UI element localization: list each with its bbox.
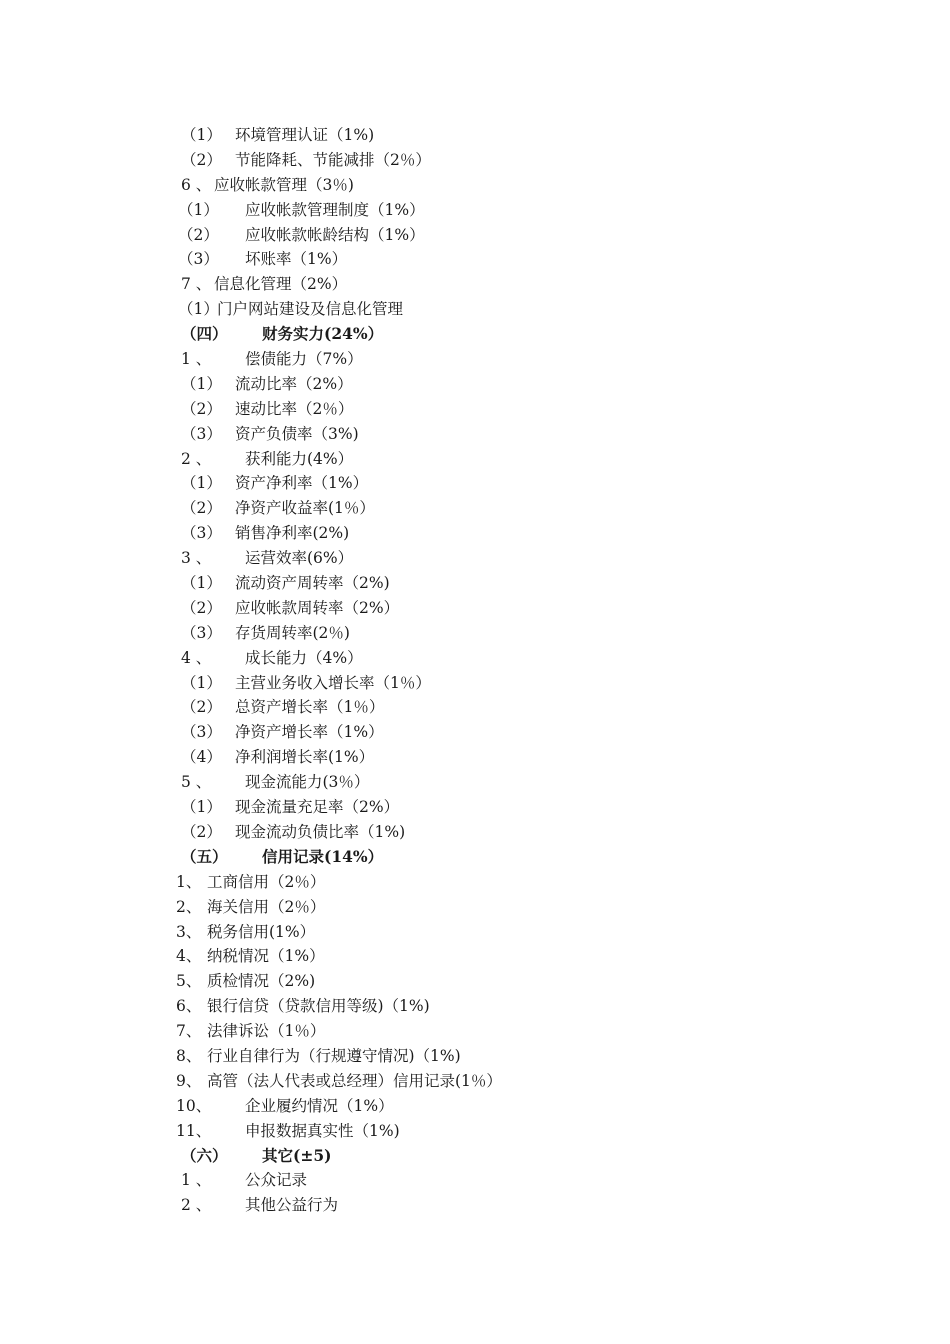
item-text: 行业自律行为（行规遵守情况)（1%) [207, 1046, 461, 1065]
item-number: （2） [181, 822, 222, 841]
item-number: 1 、 [181, 350, 212, 369]
item-number: （1） [178, 200, 219, 219]
item-text: 净资产收益率(1％） [235, 499, 375, 518]
item-number: 5、 [176, 972, 202, 991]
item-number: （3） [181, 623, 222, 642]
item-text: 财务实力(24%） [262, 324, 384, 344]
item-number: 3 、 [181, 549, 212, 568]
item-text: 资产负债率（3%) [235, 424, 359, 443]
item-number: （四） [181, 324, 228, 344]
item-text: 应收帐款管理（3％) [214, 175, 354, 194]
item-number: 8、 [176, 1046, 202, 1065]
item-text: 应收帐款管理制度（1%） [245, 200, 425, 219]
item-text: 门户网站建设及信息化管理 [217, 300, 404, 319]
item-text: 总资产增长率（1％） [235, 698, 385, 717]
item-number: 5 、 [181, 773, 212, 792]
item-text: 应收帐款周转率（2%） [235, 598, 400, 617]
item-number: （1） [181, 574, 222, 593]
item-text: 纳税情况（1%） [207, 947, 325, 966]
item-number: （五） [181, 846, 228, 866]
item-text: 现金流量充足率（2%） [235, 798, 400, 817]
item-number: 1、 [176, 872, 202, 891]
item-number: （六） [181, 1145, 228, 1165]
item-number: 6 、 [181, 175, 212, 194]
item-text: 海关信用（2％） [207, 897, 326, 916]
item-number: 3、 [176, 922, 202, 941]
item-number: 7 、 [181, 275, 212, 294]
item-text: 应收帐款帐龄结构（1%） [245, 225, 425, 244]
item-number: （1） [181, 798, 222, 817]
item-text: 销售净利率(2%) [235, 524, 350, 543]
item-number: （3） [181, 424, 222, 443]
item-text: 其他公益行为 [245, 1196, 339, 1215]
item-text: 运营效率(6%） [245, 549, 354, 568]
item-number: （3） [178, 250, 219, 269]
item-text: 净资产增长率（1%） [235, 723, 384, 742]
item-text: 税务信用(1%） [207, 922, 316, 941]
item-text: 公众记录 [245, 1171, 308, 1190]
item-text: 主营业务收入增长率（1％） [235, 673, 431, 692]
item-number: （1） [181, 374, 222, 393]
item-text: 其它(±5) [262, 1145, 332, 1165]
item-number: （2） [181, 598, 222, 617]
item-text: 信息化管理（2%） [214, 275, 348, 294]
item-number: 4、 [176, 947, 202, 966]
item-number: 9、 [176, 1071, 202, 1090]
item-number: 10、 [176, 1096, 212, 1115]
item-number: 1 、 [181, 1171, 212, 1190]
item-text: 环境管理认证（1%) [235, 126, 375, 144]
item-number: （1） [178, 300, 219, 319]
item-text: 质检情况（2%) [207, 972, 316, 991]
item-text: 现金流动负债比率（1%) [235, 822, 406, 841]
item-number: （2） [178, 225, 219, 244]
item-number: （2） [181, 698, 222, 717]
item-text: 坏账率（1%） [245, 250, 348, 269]
item-number: 11、 [176, 1121, 212, 1140]
item-text: 银行信贷（贷款信用等级)（1%) [207, 997, 430, 1016]
item-number: 2 、 [181, 449, 212, 468]
item-text: 企业履约情况（1%） [245, 1096, 394, 1115]
item-text: 高管（法人代表或总经理）信用记录(1％） [207, 1071, 502, 1090]
item-number: 7、 [176, 1022, 202, 1041]
item-text: 净利润增长率(1%） [235, 748, 375, 767]
item-text: 信用记录(14%） [262, 846, 384, 866]
item-number: （4） [181, 748, 222, 767]
item-number: 4 、 [181, 648, 212, 667]
item-text: 获利能力(4%） [245, 449, 354, 468]
item-text: 流动比率（2%） [235, 374, 353, 393]
item-number: 2、 [176, 897, 202, 916]
item-number: （1） [181, 673, 222, 692]
item-text: 申报数据真实性（1%) [245, 1121, 400, 1140]
item-text: 现金流能力(3％） [245, 773, 370, 792]
item-text: 偿债能力（7%） [245, 350, 363, 369]
item-text: 速动比率（2％） [235, 399, 354, 418]
item-number: （2） [181, 499, 222, 518]
item-text: 存货周转率(2％) [235, 623, 350, 642]
item-number: （2） [181, 150, 222, 169]
item-text: 节能降耗、节能减排（2％） [235, 150, 431, 169]
item-number: （3） [181, 524, 222, 543]
item-text: 工商信用（2％） [207, 872, 326, 891]
item-text: 资产净利率（1%） [235, 474, 369, 493]
item-number: 6、 [176, 997, 202, 1016]
item-number: 2 、 [181, 1196, 212, 1215]
item-number: （3） [181, 723, 222, 742]
item-text: 成长能力（4%） [245, 648, 363, 667]
item-text: 流动资产周转率（2%) [235, 574, 390, 593]
item-number: （1） [181, 474, 222, 493]
item-text: 法律诉讼（1％） [207, 1022, 326, 1041]
item-number: （2） [181, 399, 222, 418]
item-number: （1） [181, 126, 222, 144]
